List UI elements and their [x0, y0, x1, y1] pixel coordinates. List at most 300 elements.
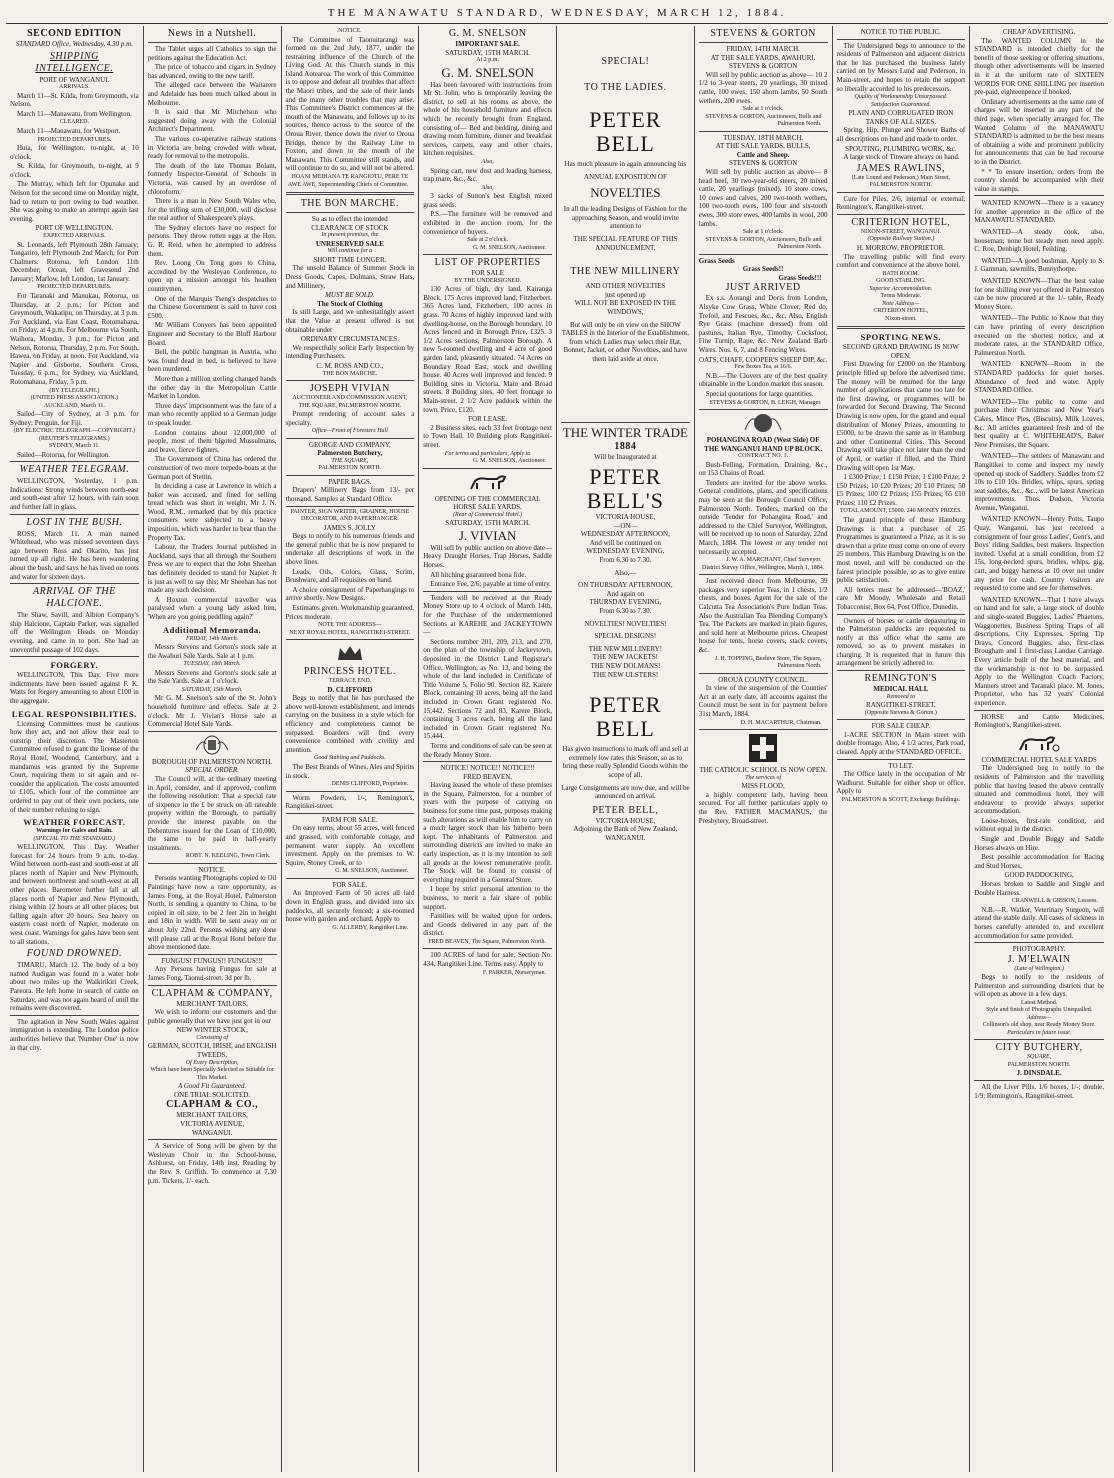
owners-paragraph: Owners of horses or cattle depasturing in the Palmerston paddocks are requested to notify at this office what the same are removed, so as to prevent mistakes in charging. It is requested that in future this arrangement be strictly adhered to.: [836, 616, 966, 668]
divider: [974, 195, 1104, 196]
expected-paragraph: St. Leonards, left Plymouth 28th January; Tongariro, left Plymouth 2nd March, for Port Chalmers. Rotorua, left London 11th December; Ocean, left Gravesend 2nd January; Marlow, left London, 1st January.: [10, 240, 139, 283]
rangitikei-line: RANGITIKEI-STREET,: [866, 701, 936, 710]
designs-line: SPECIAL DESIGNS!: [594, 632, 657, 641]
cloth-list: GERMAN, SCOTCH, IRISH, and ENGLISH TWEEDS,: [147, 1042, 277, 1060]
legal-paragraph: Licensing Committees must be cautious how they act, and not allow their zeal to outstrip their discretion. The Masterton Committee refused to grant the license of the Royal Hotel, Woodend, Canterbury, and a mandamus was granted by the Supreme Court, requiring them to sit again and re-consider the application. The costs amounted to £105, which four of the committee are ordered to pay out of their own pockets, one of their number refusing to sign.: [10, 719, 139, 814]
paper-bags-heading: PAPER BAGS.: [328, 477, 372, 486]
divider: [699, 729, 828, 730]
melwain-name: J. M'ELWAIN: [1007, 953, 1071, 965]
divider: [699, 42, 828, 43]
shipping-heading: SHIPPING INTELLIGENCE.: [35, 50, 114, 74]
beaven-signature: FRED BEAVEN, The Square, Palmerston North.: [428, 938, 546, 945]
divider: [837, 759, 966, 760]
stabling-line: Good Stabling and Paddocks.: [314, 755, 386, 762]
contract-label: CONTRACT NO. 1.: [738, 453, 789, 460]
morrow-line: H. MORROW, PROPRIETOR.: [856, 243, 945, 252]
divider: [148, 1139, 277, 1140]
notice-public-heading: NOTICE TO THE PUBLIC.: [860, 28, 941, 36]
divider: [837, 214, 966, 215]
auckland-paragraph: Sailed—City of Sydney, at 3 p.m. for Sydney; Penguin, for Fiji.: [10, 410, 139, 427]
terms-paragraph: Terms and conditions of sale can be seen at the Ready Money Store.: [423, 741, 552, 759]
bath-room: BATH ROOM.: [882, 270, 920, 277]
news-item: More than a million sterling changed hands the other day in the Metropolitan Cattle Market in London.: [147, 374, 277, 401]
sale-date: SATURDAY, 15TH MARCH.: [445, 48, 531, 57]
divider: [286, 192, 415, 195]
wanted-ad: WANTED—The Public to Know that they can have printing of every description executed on the shortest notice, and at moderate rates, at the STANDARD Office, Palmerston North.: [974, 314, 1104, 357]
pleasure-line: Has much pleasure in again announcing his: [564, 160, 687, 168]
memo-date: TUESDAY, 18th March.: [183, 661, 241, 668]
nutshell-title: News in a Nutshell.: [167, 28, 257, 39]
estimates-paragraph: Estimates given. Workmanship guaranteed. Prices moderate.: [285, 604, 415, 621]
news-item: Three days' imprisonment was the fate of a man who recently applied to a German judge to speak louder.: [147, 401, 277, 427]
morrow-paragraph: The travelling public will find every comfort and convenience at the above hotel.: [836, 252, 966, 270]
on-line: —ON—: [613, 521, 638, 530]
cart-paragraph: Spring cart, new dust and leading harness, trap mare, &c., &c.: [423, 166, 552, 184]
address-label: Address—: [1026, 1014, 1052, 1021]
also-line: Also,—: [614, 568, 637, 577]
trial-line: ONE TRIAL SOLICITED.: [174, 1090, 251, 1099]
also-label: Also,: [481, 159, 494, 166]
divider: [286, 813, 415, 814]
arrival-paragraph: The Shaw, Savill, and Albion Company's ship Halcione, Captain Parker, was signalled off the Wellington Heads on Monday evening, and came in to port. She had an uneventful passage of 102 days.: [10, 611, 139, 654]
peter-bell-title-3: PETER BELL,: [592, 804, 659, 816]
windows-line: WILL NOT BE EXPOSED IN THE WINDOWS,: [574, 299, 677, 316]
liver-pills: All the Liver Pills, 1/6 boxes, 1/-; double, 1/9; Remington's, Rangitikei-street.: [974, 1083, 1104, 1100]
survey-office: District Survey Office, Wellington, March 1, 1884.: [701, 564, 825, 571]
news-item: One of the Marquis Tseng's despatches to the Chinese Government is said to have cost £500.: [147, 294, 277, 320]
remington-title: REMINGTON'S: [864, 673, 938, 685]
divider: [286, 438, 415, 439]
clapham-paragraph: We wish to inform our customers and the public generally that we have just got in our: [147, 1008, 277, 1025]
seeds-paragraph: 3 sacks of Sutton's best English mixed grass seeds.: [423, 192, 552, 209]
just-arrived: JUST ARRIVED: [725, 282, 801, 294]
wanted-ad: WANTED KNOWN—There is a vacancy for another apprentice in the office of the MANAWATU STANDARD.: [974, 199, 1104, 225]
divider: [974, 1039, 1104, 1040]
square-line: THE SQUARE,: [331, 457, 369, 464]
letters-paragraph: All letters must be addressed—'BOAZ,' care Mr Moody, Wholesale and Retail Tobacconist, Box 64, Post Office, Dunedin.: [836, 585, 966, 611]
divider: [286, 506, 415, 507]
notice-heading: NOTICE.: [338, 28, 362, 34]
murray-paragraph: The Murray, which left for Opunake and Nelson for the second time on Monday night, had to return to port owing to bad weather. She was going to make an attempt again last evening.: [10, 180, 139, 223]
also-label: Also,: [481, 184, 494, 191]
news-item: The Tablet urges all Catholics to sign the petitions against the Education Act.: [147, 45, 277, 62]
sg-signature-3: STEVENS & GORTON, B. LEIGH, Manager.: [709, 399, 822, 406]
projected-label: PROJECTED DEPARTURES.: [37, 284, 112, 291]
news-item: A Hoxton commercial traveller was paralysed when a young lady asked him, 'When are you going peddling again?': [147, 595, 277, 621]
vivian-paragraph: Prompt rendering of account sales a specialty.: [285, 410, 415, 427]
wellington-line: (Late of Wellington.): [1014, 965, 1064, 972]
singles-line: Single and Double Buggy and Saddle Horses always on Hire.: [974, 835, 1104, 852]
criterion-footer: CRITERION HOTEL,: [873, 308, 929, 315]
weather-heading: WEATHER TELEGRAM.: [19, 464, 130, 476]
news-item: Bell, the public hangman in Austria, who was found dead in bed, is believed to have been murdered.: [147, 348, 277, 374]
divider: [286, 380, 415, 381]
every-description: Of Every Description,: [185, 1059, 239, 1066]
sale-time-line: Sale at 2 o'clock.: [467, 237, 508, 244]
tuesday-date: TUESDAY, 18TH MARCH.: [723, 133, 804, 142]
auckland-dateline: AUCKLAND, March 11.: [43, 402, 105, 409]
consign-line: Large Consignments are now due, and will be announced on arrival.: [561, 783, 690, 801]
continued-line: And will be continued on: [589, 538, 661, 547]
gms-title: G. M. SNELSON: [441, 64, 534, 80]
peter-bells-title: PETER BELL'S: [586, 464, 664, 514]
clapham-title-2: CLAPHAM & CO.,: [166, 1099, 259, 1111]
sg-signature-2: STEVENS & GORTON, Auctioneers, Bulls and Palmerston North.: [705, 236, 822, 251]
bulls-yards: AT THE SALE YARDS, BULLS,: [715, 142, 811, 151]
divider: [837, 670, 966, 671]
thu-evening: THURSDAY EVENING,: [589, 598, 662, 607]
tenders-paragraph: Tenders will be received at the Ready Money Store up to 4 o'clock of March 14th, for the Purchase of the undermentioned Sections at KAREHE and JACKEYTOWN—: [423, 593, 552, 637]
inaug-line: Will be Inaugurated at: [594, 452, 657, 461]
column-5: [557, 26, 695, 1472]
prizes-paragraph: 1 £300 Prize; 1 £150 Prize; 1 £100 Prize; 2 £50 Prizes; 10 £20 Prizes; 20 £10 Prizes; 50 £5 Prizes; 100 £2 Prizes; 155 Prizes; 65 £10 Prizes; 110 £2 Prizes.: [836, 473, 966, 507]
clifford-paragraph: Begs to notify that he has purchased the above well-known establishment, and intends carrying on the business in a style which for efficiency and completeness cannot be surpassed. Boarders will find every convenience combined with civility and attention.: [285, 694, 415, 754]
sale-heading: FOR SALE.: [332, 880, 368, 889]
paper-bags-paragraph: Drapers' Millinery Bags from 13/- per thousand. Samples at Standard Office.: [285, 486, 415, 504]
wanted-ad: WANTED KNOWN—Room in the STANDARD paddocks for quiet horses. Abundance of feed and water. Apply STANDARD Office.: [974, 360, 1104, 395]
forecast-paragraph: WELLINGTON, This Day. Weather forecast for 24 hours from 9 a.m. to-day. Wind between north-east and south-east at all places north of Napier and New Plymouth, and between northwest and south-west at all other places. Barometer further fall at all places north of Napier and New Plymouth, rising within 12 hours at all other places; but falling again after 20 hours. Sea heavy on eastern coast north of Napier, moderate on west coast. Warnings for gales have been sent to all stations.: [10, 843, 139, 946]
awahuri-yards: AT THE SALE YARDS, AWAHURI.: [710, 53, 816, 62]
divider: [974, 1080, 1104, 1081]
acres-paragraph: 100 ACRES of land for sale, Section No. 434, Rangitikei Line. Terms easy. Apply to: [423, 951, 552, 969]
wanted-column-paragraph: The WANTED COLUMN in the STANDARD is intended chiefly for the benefit of those seeking or offering situations, though other advertisements will be inserted in it at the uniform rate of SIXTEEN WORDS FOR ONE SHILLING per insertion pre-paid, eighteenpence if booked.: [974, 36, 1104, 97]
wanganui-line: WANGANUI.: [605, 833, 646, 842]
divider: [148, 863, 277, 864]
office-line: STANDARD Office, Wednesday, 4.30 p.m.: [15, 40, 133, 48]
wanganui-line: WANGANUI.: [192, 1128, 233, 1137]
tail-paragraph: The agitation in New South Wales against immigration is extending. The London police authorities believe that 'Number One' is now in that city.: [10, 1017, 139, 1052]
peter-bell-title-2: PETER BELL: [589, 692, 662, 742]
divider: [10, 1015, 139, 1016]
city-butchery: CITY BUTCHERY,: [995, 1042, 1083, 1054]
painter-heading: PAINTER, SIGN WRITER, GRAINER, HOUSE DECORATOR, AND PAPERHANGER.: [290, 508, 410, 523]
instructions-line: Has given instructions to mark off and sell at extremely low rates this Season, so as to bring these really Splendid Goods within the scope of all.: [562, 745, 689, 779]
sale-time: At 2 p.m.: [476, 57, 499, 64]
notice-paragraph: The Undersigned begs to announce to the residents of Palmerston and adjacent districts that he has purchased the business lately carried on by Messrs Lund and Pederson, in Main-street, and hopes to retain the support so liberally accorded to his predecessors.: [836, 41, 966, 93]
lost-heading: LOST IN THE BUSH.: [26, 516, 123, 528]
cure-paragraph: Cure for Piles, 2/6, internal or external; Remington's, Rangitikei-street.: [836, 194, 966, 212]
drowned-heading: FOUND DROWNED.: [26, 948, 123, 960]
crown-emblem-icon: [330, 642, 370, 664]
rear-line: (Rear of Commercial Hotel.): [453, 511, 523, 518]
terrace-line: TERRACE END.: [328, 678, 372, 685]
divider: [148, 954, 277, 955]
scott-signature: PALMERSTON & SCOTT, Exchange Buildings.: [841, 797, 961, 803]
weather-paragraph: WELLINGTON, Yesterday, 1 p.m. Indications: Strong winds between north-east and south-east after 12 hours, with rain soon and further fall in glass.: [10, 477, 139, 512]
tea-boxes: Few Boxes Tea, at 16/6.: [734, 364, 793, 371]
show-line: But will only be on view on the SHOW TABLES in the Interior of the Establishment, from which Ladies may select their Hat, Bonnet, Jacket, or other Novelties, and have them laid aside at once.: [561, 320, 689, 363]
families-paragraph: Families will be waited upon for orders, and Goods delivered in any part of the district.: [423, 912, 552, 938]
new-ulsters-line: THE NEW ULSTERS!: [592, 670, 659, 679]
farm-paragraph: On easy terms, about 55 acres, well fenced and grassed, with comfortable cottage, and permanent water supply. An excellent investment. Apply on the premises to W. Squire, Stoney Creek, or to: [285, 824, 415, 867]
wanted-ad: WANTED KNOWN—Henry Potts, Taupo Quay, Wanganui, has just received a consignment of four gross Ladies', Gent's, and Boys' riding Saddles, best makers. Inspection invited. Useful at a small condition, from £2 15s, long-necked spurs, bridles, whips, gig, cart, and buggy harness at 10 over net under any price for cash. Country visitors are requested to come and see for themselves.: [974, 515, 1104, 593]
nb-paragraph: N.B.—R. Walker, Veterinary Surgeon, will attend the stable daily. All cases of sickness in horses carefully attended to, and excellent accommodation for same provided.: [974, 905, 1104, 940]
wanted-ad: WANTED—A good bushman. Apply to S. J. Gamman, sawmills, Bunnythorpe.: [974, 256, 1104, 274]
total-line: TOTAL AMOUNT, £5000. 240 MONEY PRIZES.: [839, 508, 962, 515]
lost-paragraph: ROSS, March 11. A man named Whitehead, who was missed seventeen days ago between Ross and Okarito, has just turned up all right. He has been wandering about the bush, and says he has lived on roots and water for sixteen days.: [10, 529, 139, 581]
important-sale: IMPORTANT SALE.: [455, 40, 520, 48]
winter-title: THE WINTER TRADE: [562, 424, 688, 440]
sale-time-2: Sale at 1 o'clock.: [742, 229, 784, 236]
notice-heading: NOTICE.: [198, 865, 226, 874]
wanted-ad: WANTED—The public to come and purchase their Christmas and New Year's Cakes, Mince Pies, (Biscuits), Milk Loaves, &c. All articles guaranteed fresh and of the best quality at C. WHITEHEAD'S, Baker New Premises, the Square.: [974, 397, 1104, 449]
masthead: [0, 0, 1114, 26]
divider: [561, 422, 690, 423]
memo-item: Messrs Stevens and Gorton's stock sale at the Awahuri Sale Yards. Sale at 1 p.m.: [147, 643, 277, 660]
ensure-paragraph: * * To ensure insertion, orders from the country should be accompanied with their value in stamps.: [974, 167, 1104, 193]
tea-paragraph: Just received direct from Melbourne, 39 packages very superior Teas, in 1 chests, 1/2 chests, and boxes. Agent for the sale of the Calcutta Tea Association's Pure Indian Teas. Also the Australian Tea Blending Company's Tea. The Packets are marked in plain figures, and sold here at Melbourne prices. Cheapest house for tents, horse covers, stack covers, &c.: [698, 577, 828, 654]
victoria-house: VICTORIA HOUSE,: [595, 513, 656, 522]
sg-signature: STEVENS & GORTON, Auctioneers, Bulls and Palmerston North.: [705, 113, 822, 128]
press-label: (UNITED PRESS ASSOCIATION.): [30, 395, 119, 401]
grass-seeds-1: Grass Seeds: [698, 256, 735, 265]
address-line: Collinson's old shop, near Ready Money Store.: [982, 1022, 1096, 1029]
coach-horse-icon: [1016, 732, 1062, 754]
quality-line: Quality of Workmanship Unsurpassed.: [854, 94, 948, 101]
jolly-address: NEXT ROYAL HOTEL, RANGITIKEI-STREET.: [289, 629, 411, 636]
clifford-signature: DENIS CLIFFORD, Proprietor.: [331, 781, 409, 788]
departures-label: PROJECTED DEPARTURES.: [37, 136, 112, 143]
topping-signature: J. H. TOPPING, Beehive Store, The Square, Palmerston North.: [715, 655, 822, 670]
hope-paragraph: I hope by strict personal attention to the business, to merit a fair share of public support.: [423, 885, 552, 911]
snelson-signature: G. M. SNELSON, Auctioneer.: [472, 244, 546, 251]
snelson-signature: G. M. SNELSON, Auctioneer.: [335, 868, 409, 875]
divider: [423, 468, 552, 469]
vivian-address: THE SQUARE, PALMERSTON NORTH.: [298, 402, 402, 409]
paddocking-line: GOOD PADDOCKING,: [1004, 871, 1074, 880]
drawing-paragraph: First Drawing for £2000 on the Hamburg principle filled up before the advertised time. The money will be returned for the large number of applications that came too late for the first drawing, or programmes will be forwarded for Second Drawing. The Second Drawing is now open, for the grand and equal distribution of Money Prizes, amounting to £5000, to be drawn the same as in Hamburg and other Continental Cities. This Second Drawing will take place not later than the end of April, or earlier if filled, and the Third Drawing will open 1st May.: [836, 360, 966, 472]
column-3: [282, 26, 420, 1472]
port-wellington: PORT OF WELLINGTON.: [35, 224, 114, 233]
novelties-text: In all the leading Designs of Fashion for the approaching Season, and would invite attention to: [563, 205, 687, 231]
guaranteed-paragraph: All hitching guaranteed bona fide.: [430, 570, 527, 579]
divider: [423, 591, 552, 592]
style-line: Style and finish of Photographs Unequalled.: [985, 1007, 1093, 1014]
edition-title: SECOND EDITION: [27, 28, 122, 39]
nixon-footer: Nixon-street.: [885, 315, 917, 322]
memo-date: SATURDAY, 15th March.: [181, 686, 243, 693]
divider: [148, 985, 277, 986]
commercial-paragraph: The Undersigned beg to notify to the residents of Palmerston and the travelling public that having leased the above centrally situated and commodious hotel, they will endeavour to provide always superior accommodation.: [974, 764, 1104, 816]
news-item: The various co-operative railway stations in Victoria are being crowded with wheat, ready for removal to the metropolis.: [147, 134, 277, 161]
photography-heading: PHOTOGRAPHY.: [1012, 945, 1066, 954]
marchant-signature: J. W. A. MARCHANT, Chief Surveyor.: [726, 557, 822, 564]
horse-icon: [465, 471, 511, 493]
vivian-big: J. VIVIAN: [458, 527, 517, 543]
borough-heading: BOROUGH OF PALMERSTON NORTH.: [152, 757, 273, 766]
divider: [423, 761, 552, 762]
news-item: The death of the late Thomas Bolam, formerly Inspector-General of Schools in Victoria, was caused by an overdose of chloroform.: [147, 161, 277, 196]
news-item: There is a man in New South Wales who, for the trifling sum of £30,000, will disclose the real author of Shakespeare's plays.: [147, 197, 277, 223]
princess-title: PRINCESS HOTEL.: [303, 666, 396, 678]
gms-paragraph: Has been favoured with instructions from Mr St. John, who is temporarily leaving the district, to sell at his rooms as above, the whole of his household furniture and effects which he recently brought from England, consisting of— Bed and bedding, dining and drawing room furniture, dinner and breakfast services, carpets, easy and other chairs, kitchen requisites.: [423, 80, 552, 158]
unreserved-line: UNRESERVED SALE: [315, 239, 384, 248]
clearance-line: CLEARANCE OF STOCK: [311, 223, 389, 232]
good-stabling: GOOD STABLING.: [876, 278, 926, 285]
pohangina-heading: POHANGINA ROAD (West Side) OF THE WANGANUI HAND UP BLOCK.: [704, 436, 823, 453]
divider: [286, 475, 415, 476]
bon-intro: So as to effect the intended: [311, 215, 388, 223]
sg-stock-list-2: Will sell by public auction as above— 8 head beef, 30 two-year-old steers, 20 mixed cattle, 20 yearlings (mixed), 10 store cows, 10 cows and calves, 200 two-tooth wethers, 100 two-tooth ewes, 100 four and six-tooth ewes, 300 store ewes, 400 lambs in wool, 200 lambs.: [698, 168, 828, 228]
spouting-line: SPOUTING, PLUMBING WORK, &c.: [845, 144, 957, 153]
victoria-house-2: VICTORIA HOUSE,: [595, 816, 656, 825]
memo-date: FRIDAY, 14th March.: [186, 635, 239, 642]
superior-accom: Superior Accommodation.: [869, 285, 933, 292]
thu-afternoon: ON THURSDAY AFTERNOON,: [578, 581, 673, 590]
opened-line: just opened up: [604, 290, 646, 299]
vivian-sale-paragraph: Will sell by public auction on above date— Heavy Draught Horses, Trap Horses, Saddle Horses.: [423, 543, 552, 570]
news-item: Mr William Conyers has been appointed Engineer and Secretary to the Bluff Harbour Board.: [147, 321, 277, 347]
electric-label: (BY ELECTRIC TELEGRAPH.—COPYRIGHT.) (REUTER'S TELEGRAMS.): [13, 428, 136, 442]
removed-line: Removed to: [886, 693, 915, 700]
consisting-label: Consisting of: [196, 1034, 229, 1041]
iron-tanks: PLAIN AND CORRUGATED IRON TANKS OF ALL SIZES.: [848, 109, 954, 126]
cheap-advertising: CHEAP ADVERTISING.: [1002, 28, 1076, 36]
oroua-paragraph: In view of the suspension of the Counties' Act at an early date, all accounts against the Council must be sent in for payment before 31st March, 1884.: [698, 684, 828, 718]
for-sale-paragraph: 1-ACRE SECTION in Main street with double frontage, Also, 4 1/2 acres, Park road, cleared. Apply at the STANDARD OFFICE.: [836, 730, 966, 757]
opposite-line: (Opposite Stevens & Gorton.): [864, 709, 937, 716]
horses-line: Horses broken to Saddle and Single and Double Harness.: [974, 880, 1104, 897]
sale-time: Sale at 1 o'clock.: [742, 106, 784, 113]
merchant-tailors: MERCHANT TAILORS,: [176, 999, 248, 1008]
divider: [10, 514, 139, 515]
fungus-heading: FUNGUS! FUNGUS!! FUNGUS!!!: [161, 956, 263, 965]
column-8: [970, 26, 1108, 1472]
satisfaction-line: Satisfaction Guaranteed.: [870, 101, 931, 108]
stevens-gorton-title: STEVENS & GORTON: [710, 28, 816, 39]
services-line: The services of: [745, 774, 782, 781]
school-heading: THE CATHOLIC SCHOOL IS NOW OPEN.: [699, 766, 827, 775]
second-drawing: SECOND GRAND DRAWING IS NOW OPEN.: [842, 343, 959, 360]
miss-paragraph: a highly competent lady, having been secured. For all further particulars apply to the Rev. FATHER MACMANUS, the Presbytery, Broad-street.: [698, 790, 828, 825]
sg-name: STEVENS & GORTON: [728, 62, 798, 71]
inspect-paragraph: We respectfully solicit Early Inspection by intending Purchasers.: [285, 343, 415, 361]
entrance-paragraph: Entrance Fee, 2/6; payable at time of entry.: [430, 580, 551, 589]
sg-stock-list: Will sell by public auction as above— 10 2 1/2 to 3-year steers, 20 yearlings, 30 mixed cattle, 100 ewes, 150 ahorn lambs, 50 South wethers, 200 ewes.: [698, 70, 828, 105]
divider: [148, 42, 277, 43]
other-line: AND OTHER NOVELTIES: [585, 282, 666, 291]
novelties-line: NOVELTIES! NOVELTIES!: [584, 619, 667, 628]
telegraph-label: (BY TELEGRAPH.): [49, 387, 100, 394]
paperhangings-paragraph: A choice consignment of Paperhangings to arrive shortly. New Designs.: [285, 585, 415, 603]
news-item: The Government of China has ordered the construction of two more torpedo-boats at the German port of Stettin.: [147, 455, 277, 481]
lease-heading: FOR LEASE.: [468, 415, 508, 424]
wed-afternoon: WEDNESDAY AFTERNOON,: [580, 530, 670, 539]
annual-line: ANNUAL EXPOSITION OF: [583, 172, 667, 181]
divider: [10, 656, 139, 657]
year-label: 1884: [614, 440, 637, 452]
peter-bell-title: PETER BELL: [589, 107, 662, 156]
arrived-paragraph: Ex s.s. Aorangi and Doris from London, Alsyke Cow Grass, White Clover, Red do, Trefoil, and Fescues, &c., &c. Also, English Rye Grass (machine dressed) from old pastures, Italian Rye, Timothy, Cocksfoot, Fine Turnip, Rape, &c. New Zealand Barb Wires. Nos. 6, 7, and 8 Fencing Wires.: [698, 294, 828, 355]
ps-paragraph: P.S.—The furniture will be removed and exhibited in the auction room, for the convenience of buyers.: [423, 210, 552, 236]
oroua-heading: OROUA COUNTY COUNCIL.: [718, 675, 809, 684]
for-sale-cheap: FOR SALE CHEAP.: [871, 722, 931, 731]
commercial-heading: COMMERCIAL HOTEL SALE YARDS: [981, 755, 1097, 764]
notice-line: NOTICE! NOTICE!! NOTICE!!!: [440, 764, 535, 773]
adjoining-line: Adjoining the Bank of New Zealand,: [573, 825, 678, 834]
friday-date: FRIDAY, 14TH MARCH.: [726, 45, 800, 53]
clothing-paragraph: Is still Large, and we unhesitatingly assert that the Value at present offered is not obtainable under: [285, 308, 415, 334]
opening-heading: OPENING OF THE COMMERCIAL HORSE SALE YARDS.: [434, 494, 541, 512]
railway-line: (Opposite Railway Station.): [867, 236, 935, 243]
snelson-signature-2: G. M. SNELSON, Auctioneer.: [472, 458, 546, 465]
divider: [423, 254, 552, 255]
bon-marche-footer: THE BON MARCHE.: [322, 370, 378, 377]
port-wanganui: PORT OF WANGANUI.: [39, 75, 110, 84]
divider: [699, 673, 828, 674]
ordinary-paragraph: Ordinary advertisements at the same rate of charges will be inserted in any part of the third page, when specially arranged for. The Wanted Column of the MANAWATU STANDARD is admitted to be the best means of obtaining a wide and prominent publicity for announcements that can be had recourse to in the District.: [974, 97, 1104, 166]
special-heading: SPECIAL!: [601, 56, 650, 67]
news-item: It is said that Mr Mitchelson who suggested doing away with the Colonial Architect's Department.: [147, 108, 277, 134]
coat-of-arms-icon: [192, 734, 232, 756]
again-line: And again on: [606, 589, 645, 598]
rawlins-name: JAMES RAWLINS,: [856, 162, 946, 174]
warnings-subheading: Warnings for Gales and Rain.: [36, 828, 113, 835]
wanted-ad: WANTED KNOWN—That the best value for one shilling ever yet offered in Palmerston can be now procured at the 1/- table, Ready Money Store.: [974, 277, 1104, 311]
lease-paragraph: 2 Business sites, each 33 feet frontage next to Town Hall. 10 Building plots Rangitikei-street.: [423, 423, 552, 449]
butchery-line: Palmerston Butchery,: [317, 449, 383, 458]
ordinary-line: ORDINARY CIRCUMSTANCES.: [300, 335, 399, 344]
must-be-sold: MUST BE SOLD.: [325, 291, 375, 300]
clifford-name: D. CLIFFORD: [327, 685, 373, 694]
worm-paragraph: Worm Powders, 1/-; Remington's, Rangitikei-street.: [285, 793, 415, 811]
criterion-title: CRITERION HOTEL,: [851, 216, 951, 228]
road-paragraph: Bush-Felling, Formation, Draining, &c., on 153 Chains of Road.: [698, 460, 828, 478]
divider: [699, 574, 828, 575]
square-line: SQUARE,: [1027, 1054, 1052, 1061]
divider: [286, 791, 415, 792]
sydney-paragraph: Sailed—Rotorua, for Wellington.: [17, 450, 111, 459]
melwain-paragraph: Begs to notify to the residents of Palmerston and surrounding districts that he will open as above in a few days.: [974, 973, 1104, 999]
rawlins-sub: (Late Lound and Pederson,) Main Street, PALMERSTON NORTH.: [851, 174, 950, 189]
nb-paragraph: N.B.—The Clovers are of the best quality obtainable in the London market this season.: [698, 371, 828, 389]
selected-line: Which have been Specially Selected as Suitable for This Market.: [150, 1067, 274, 1081]
news-item: In deciding a case at Lawrence in which a baker was accused, and fined for selling bread which was short in weight, Mr J. N. Wood, R.M., remarked that by this practice consumers were subjected to a heavy imposition, which was harder to bear than the Property Tax.: [147, 482, 277, 542]
time-line: From 6.30 to 7.30.: [599, 556, 652, 565]
news-item: The alleged race between the Waitarere and Adelaide has been much talked about in Melbourne.: [147, 81, 277, 107]
vivian-title: JOSEPH VIVIAN: [309, 383, 390, 394]
cross-emblem-icon: [748, 733, 778, 763]
allerby-signature: G. ALLERBY, Rangitikei Line.: [332, 924, 409, 931]
latest-method: Latest Method.: [1020, 999, 1058, 1006]
sat-line: SATURDAY, 15TH MARCH.: [445, 519, 531, 528]
fungus-paragraph: Any Persons having Fungus for sale at James Fong, Taonui-street. 3d per lb.: [147, 965, 277, 982]
merchant-tailors-2: MERCHANT TAILORS,: [176, 1111, 248, 1120]
best-line: Best possible accommodation for Racing and Stud Horses,: [974, 853, 1104, 870]
to-let: TO LET.: [888, 761, 914, 770]
arrival-heading: ARRIVAL OF THE HALCIONE.: [33, 586, 116, 610]
continue-line: Will continue for a: [327, 248, 373, 255]
note-address: Note Address—: [882, 300, 920, 307]
sporting-heading: SPORTING NEWS.: [860, 332, 942, 343]
note-address: NOTE THE ADDRESS—: [318, 622, 382, 629]
new-dolmans-line: THE NEW DOLMANS!: [590, 662, 661, 670]
divider: [286, 212, 415, 213]
projected-paragraph: For Taranaki and Manukau, Rotorua, on Thursday, at 2 p.m.; for Picton and Greymouth, Wakatipu, on Thursday, at 3 p.m. For Auckland, via East Coast, Rotomahana, on Friday, at 4 p.m. For Melbourne via South, Waihora, Monday, 3 p.m.; for Picton and Nelson, Rotorua, Thursday, 2 p.m. For South, Hawea, on Friday, at noon. For Auckland, via Napier and Gisborne, Southern Cross, Tuesday, 6 p.m.; for Sydney, via Auckland, Rotomahana, Friday, 5 p.m.: [10, 291, 139, 386]
arrival-item: March 11—St. Kilda, from Greymouth, via Nelson.: [10, 91, 139, 109]
ladies-heading: TO THE LADIES.: [584, 82, 667, 93]
medical-hall: MEDICAL HALL: [873, 685, 929, 694]
parker-signature: F. PARKER, Nurseryman.: [482, 969, 546, 976]
memo-item: Messrs Stevens and Gorton's stock sale at the Sale Yards. Sale at 1 o'clock.: [147, 668, 277, 686]
column-2: [144, 26, 282, 1472]
new-winter-stock: NEW WINTER STOCK,: [176, 1026, 248, 1035]
fit-guarantee: A Good Fit Guaranteed.: [177, 1082, 247, 1091]
short-time-line: SHORT TIME LONGER.: [313, 255, 387, 264]
arrival-item: March 11—Manawatu, from Wellington.: [17, 109, 132, 118]
legal-heading: LEGAL RESPONSIBILITIES.: [11, 708, 137, 719]
wanted-ad: WANTED KNOWN—That I have always on hand and for sale, a large stock of double and single-seated Buggies, Ladies' Phaetons, Waggonettes, Business Spring Traps of all descriptions, City Expresses, Spring Tip Drays, Concord Buggies, also, first-class Brougham and 1 first-class Landau Carriage. Every article built of the best material, and the workmanship is not to be surpassed. Apply to the Wellington Coach Factory, Manners street and Taranaki place. M. Jones, Proprietor, who has 32 years' Colonial experience.: [974, 595, 1104, 707]
